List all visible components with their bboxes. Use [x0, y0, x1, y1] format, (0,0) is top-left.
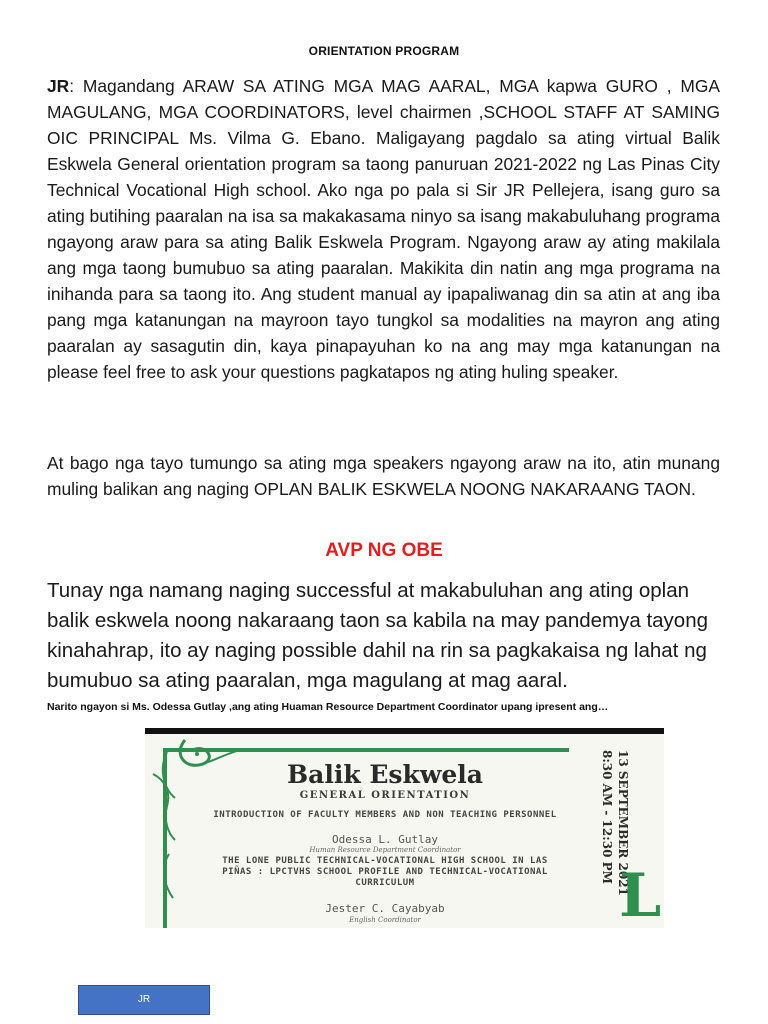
- poster-subtitle: GENERAL ORIENTATION: [299, 790, 471, 801]
- orientation-poster-image: [145, 728, 664, 928]
- poster-speaker-2: Jester C. Cayabyab: [325, 902, 445, 915]
- poster-agenda-item-2: THE LONE PUBLIC TECHNICAL-VOCATIONAL HIGH SCHOOL IN LAS PIÑAS : LPCTVHS SCHOOL PROFILE AND TECHNICAL-VOCATIONAL CURRICULUM: [222, 856, 548, 888]
- poster-logo-letter: L: [619, 861, 662, 928]
- intro-paragraph: [47, 73, 720, 385]
- speaker-label: JR: [47, 76, 70, 96]
- poster-date: 13 SEPTEMBER 2021: [616, 750, 630, 896]
- poster-time: 8:30 AM - 12:30 PM: [600, 750, 614, 884]
- poster-speaker-1-role: Human Resource Department Coordinator: [309, 846, 461, 854]
- poster-agenda-item-1: INTRODUCTION OF FACULTY MEMBERS AND NON TEACHING PERSONNEL: [213, 810, 557, 820]
- reflection-paragraph: Tunay nga namang naging successful at makabuluhan ang ating oplan balik eskwela noong nakaraang taon sa kabila na may pandemya tayong kinahahrap, ito ay naging possible dahil na rin sa pagkakaisa ng lahat ng bumubuo sa ating paaralan, mga magulang at mag aaral.: [47, 579, 708, 692]
- intro-text: : Magandang ARAW SA ATING MGA MAG AARAL, MGA kapwa GURO , MGA MAGULANG, MGA COORDINATORS, level chairmen ,SCHOOL STAFF AT SAMING OIC PRINCIPAL Ms. Vilma G. Ebano. Maligayang pagdalo sa ating virtual Balik Eskwela General orientation program sa taong panuruan 2021-2022 ng Las Pinas City Technical Vocational High school. Ako nga po pala si Sir JR Pellejera, isang guro sa ating butihing paaralan na isa sa makakasama ninyo sa isang makabuluhang programa ngayong araw para sa ating Balik Eskwela Program. Ngayong araw ay ating makilala ang mga taong bumubuo sa ating paaralan. Makikita din natin ang mga programa na inihanda para sa taong ito. Ang student manual ay ipapaliwanag din sa atin at ang iba pang mga katanungan na mayroon tayo tungkol sa modalities na mayron ang ating paaralan ay sasagutin din, kaya pinapayuhan ko na ang may mga katanungan na please feel free to ask your questions pagkatapos ng ating huling speaker.: [47, 76, 720, 382]
- poster-speaker-2-role: English Coordinator: [349, 916, 421, 924]
- speaker-tag-jr: JR: [78, 985, 210, 1015]
- document-title: ORIENTATION PROGRAM: [308, 44, 460, 58]
- avp-heading: AVP NG OBE: [325, 540, 443, 561]
- speaker-introduction-note: Narito ngayon si Ms. Odessa Gutlay ,ang ating Huaman Resource Department Coordinator upang ipresent ang…: [47, 701, 609, 713]
- transition-paragraph: At bago nga tayo tumungo sa ating mga speakers ngayong araw na ito, atin munang muling balikan ang naging OPLAN BALIK ESKWELA NOONG NAKARAANG TAON.: [47, 453, 720, 499]
- poster-speaker-1: Odessa L. Gutlay: [332, 833, 438, 846]
- poster-title: Balik Eskwela: [287, 760, 483, 789]
